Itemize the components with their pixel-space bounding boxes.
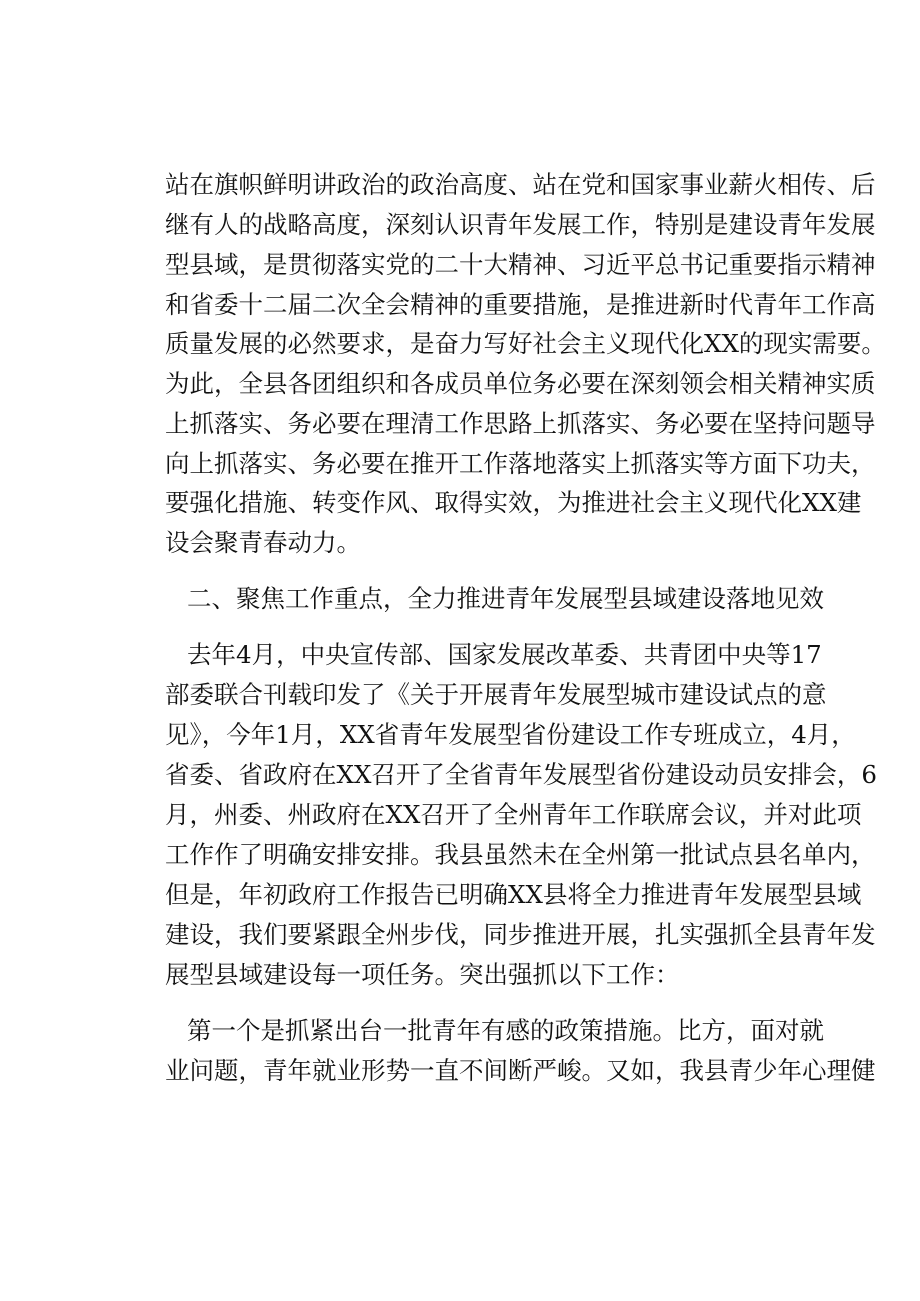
text-line: 和省委十二届二次全会精神的重要措施，是推进新时代青年工作高: [165, 290, 876, 319]
text-line: 设会聚青春动力。: [165, 528, 361, 557]
text-line: 部委联合刊载印发了《关于开展青年发展型城市建设试点的意: [165, 680, 827, 709]
text-line: 建设，我们要紧跟全州步伐，同步推进开展，扎实强抓全县青年发: [165, 920, 876, 949]
text-line: 展型县域建设每一项任务。突出强抓以下工作：: [165, 960, 680, 989]
text-line: 质量发展的必然要求，是奋力写好社会主义现代化XX的现实需要。: [165, 329, 886, 358]
section-heading: 二、聚焦工作重点，全力推进青年发展型县域建设落地见效: [187, 584, 824, 613]
text-line: 见》，今年1月，XX省青年发展型省份建设工作专班成立，4月，: [165, 720, 856, 749]
text-line: 要强化措施、转变作风、取得实效，为推进社会主义现代化XX建: [165, 488, 862, 517]
text-line: 月，州委、州政府在XX召开了全州青年工作联席会议，并对此项: [165, 800, 862, 829]
text-line: 型县域，是贯彻落实党的二十大精神、习近平总书记重要指示精神: [165, 250, 876, 279]
text-line: 站在旗帜鲜明讲政治的政治高度、站在党和国家事业薪火相传、后: [165, 170, 876, 199]
text-line: 向上抓落实、务必要在推开工作落地落实上抓落实等方面下功夫，: [165, 449, 876, 478]
text-line: 为此，全县各团组织和各成员单位务必要在深刻领会相关精神实质: [165, 369, 876, 398]
text-line: 继有人的战略高度，深刻认识青年发展工作，特别是建设青年发展: [165, 210, 876, 239]
text-line: 去年4月，中央宣传部、国家发展改革委、共青团中央等17: [187, 640, 822, 669]
text-line: 省委、省政府在XX召开了全省青年发展型省份建设动员安排会，6: [165, 760, 877, 789]
text-line: 上抓落实、务必要在理清工作思路上抓落实、务必要在坚持问题导: [165, 409, 876, 438]
text-line: 但是，年初政府工作报告已明确XX县将全力推进青年发展型县域: [165, 880, 862, 909]
text-line: 第一个是抓紧出台一批青年有感的政策措施。比方，面对就: [187, 1016, 824, 1045]
text-line: 业问题，青年就业形势一直不间断严峻。又如，我县青少年心理健: [165, 1056, 876, 1085]
text-line: 工作作了明确安排安排。我县虽然未在全州第一批试点县名单内，: [165, 840, 876, 869]
